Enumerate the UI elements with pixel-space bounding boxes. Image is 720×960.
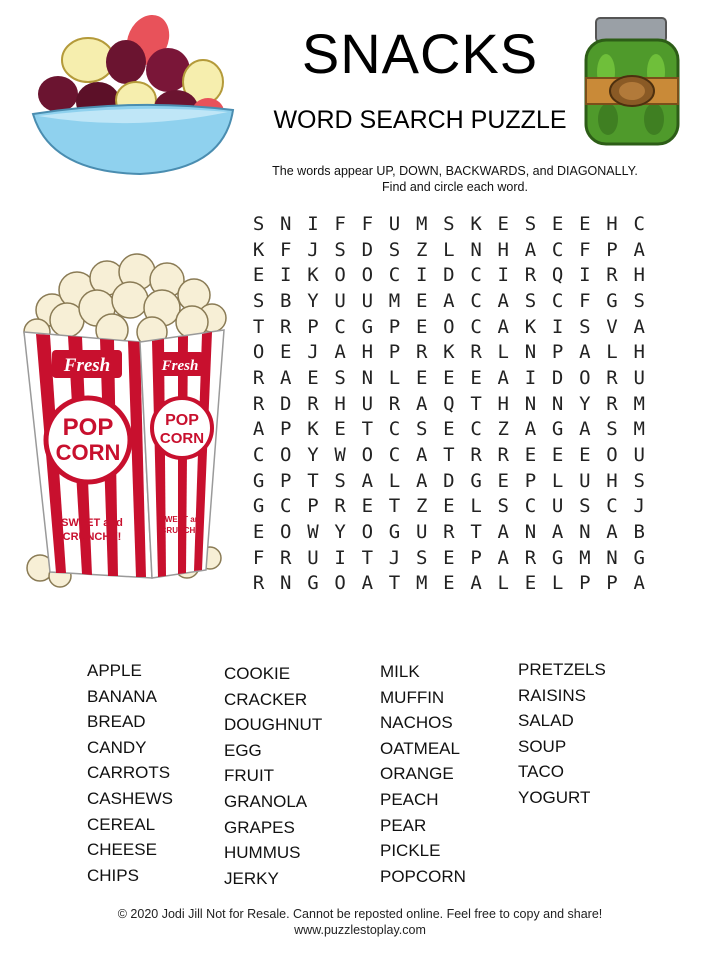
- grid-letter[interactable]: C: [334, 315, 346, 338]
- grid-letter[interactable]: Y: [307, 444, 319, 467]
- word-list-item: RAISINS: [518, 685, 587, 705]
- grid-letter[interactable]: G: [252, 495, 265, 518]
- grid-letter[interactable]: R: [606, 392, 618, 415]
- grid-letter[interactable]: E: [470, 366, 482, 389]
- grid-letter[interactable]: F: [361, 212, 374, 235]
- grid-letter[interactable]: M: [415, 572, 428, 595]
- grid-letter[interactable]: A: [497, 546, 509, 569]
- grid-letter[interactable]: N: [280, 212, 292, 235]
- grid-letter[interactable]: T: [470, 521, 482, 544]
- grid-letter[interactable]: W: [334, 444, 346, 467]
- instructions-line-1: The words appear UP, DOWN, BACKWARDS, and DIAGONALLY.: [272, 164, 638, 178]
- word-column-1: [87, 658, 173, 888]
- word-list-item: APPLE: [87, 661, 142, 680]
- grid-letter[interactable]: K: [524, 315, 537, 338]
- grid-letter[interactable]: F: [280, 238, 292, 261]
- grid-letter[interactable]: L: [388, 469, 401, 492]
- word-list-item: PEAR: [380, 815, 427, 835]
- grid-letter[interactable]: U: [307, 546, 319, 569]
- word-list-item: NACHOS: [380, 713, 453, 733]
- grid-letter[interactable]: Y: [307, 289, 319, 312]
- grid-letter[interactable]: A: [633, 238, 645, 261]
- grid-letter[interactable]: S: [334, 238, 346, 261]
- grid-letter[interactable]: R: [415, 341, 428, 364]
- grid-letter[interactable]: P: [307, 495, 319, 518]
- grid-letter[interactable]: H: [633, 341, 645, 364]
- grid-letter[interactable]: S: [334, 366, 346, 389]
- word-list-item: BREAD: [87, 712, 146, 732]
- grid-letter[interactable]: R: [280, 546, 292, 569]
- fresh-label-side: Fresh: [161, 358, 199, 374]
- grid-letter[interactable]: N: [524, 341, 537, 364]
- crunchy-label-side: CRUNCHY!: [160, 526, 204, 535]
- grid-letter[interactable]: A: [497, 315, 509, 338]
- grid-letter[interactable]: M: [415, 212, 428, 235]
- grid-letter[interactable]: K: [443, 341, 455, 364]
- grid-letter[interactable]: I: [307, 212, 319, 235]
- grid-letter[interactable]: I: [415, 264, 428, 287]
- letter-grid: [245, 211, 653, 596]
- word-list-item: EGG: [224, 740, 262, 760]
- grid-letter[interactable]: U: [633, 366, 645, 389]
- grid-letter[interactable]: U: [415, 521, 428, 544]
- grid-letter[interactable]: S: [524, 212, 537, 235]
- word-list-item: GRAPES: [224, 817, 295, 837]
- grid-letter[interactable]: U: [388, 212, 401, 235]
- grid-letter[interactable]: P: [524, 469, 537, 492]
- grid-letter[interactable]: E: [415, 289, 428, 312]
- grid-letter[interactable]: E: [443, 366, 455, 389]
- grid-letter[interactable]: Q: [443, 392, 455, 415]
- word-list-item: CEREAL: [87, 814, 156, 834]
- grid-letter[interactable]: E: [579, 444, 591, 467]
- grid-letter[interactable]: C: [388, 444, 401, 467]
- grid-letter[interactable]: U: [361, 289, 374, 312]
- grid-letter[interactable]: S: [524, 289, 537, 312]
- word-column-2: [224, 661, 322, 891]
- grid-letter[interactable]: A: [334, 341, 346, 364]
- grid-letter[interactable]: C: [470, 418, 482, 441]
- grid-letter[interactable]: A: [415, 469, 428, 492]
- grid-letter[interactable]: P: [388, 315, 401, 338]
- grid-letter[interactable]: Z: [497, 418, 509, 441]
- grid-letter[interactable]: R: [252, 572, 265, 595]
- grid-letter[interactable]: L: [497, 572, 509, 595]
- grid-letter[interactable]: K: [307, 418, 319, 441]
- instructions: [240, 163, 670, 195]
- popcorn-box-illustration: [12, 250, 237, 590]
- grid-letter[interactable]: E: [443, 495, 455, 518]
- grid-letter[interactable]: D: [443, 469, 455, 492]
- grid-letter[interactable]: G: [551, 418, 564, 441]
- grid-letter[interactable]: E: [252, 264, 265, 287]
- grid-letter[interactable]: K: [470, 212, 482, 235]
- grid-letter[interactable]: R: [388, 392, 401, 415]
- word-list-item: POPCORN: [380, 866, 466, 886]
- grid-letter[interactable]: T: [307, 469, 319, 492]
- grid-letter[interactable]: O: [361, 521, 374, 544]
- grid-letter[interactable]: U: [361, 392, 374, 415]
- grid-letter[interactable]: U: [633, 444, 645, 467]
- word-list-item: YOGURT: [518, 787, 591, 807]
- grid-letter[interactable]: H: [497, 392, 509, 415]
- grid-letter[interactable]: U: [551, 495, 564, 518]
- grid-letter[interactable]: A: [361, 469, 374, 492]
- word-list-item: CARROTS: [87, 763, 171, 783]
- grid-letter[interactable]: L: [551, 469, 564, 492]
- grid-letter[interactable]: R: [470, 341, 482, 364]
- copyright-notice: © 2020 Jodi Jill Not for Resale. Cannot be reposted online. Feel free to copy and share!: [117, 907, 603, 921]
- grid-letter[interactable]: E: [443, 418, 455, 441]
- grid-letter[interactable]: Y: [334, 521, 346, 544]
- grid-letter[interactable]: S: [388, 238, 401, 261]
- word-list-item: CANDY: [87, 737, 147, 757]
- grid-letter[interactable]: D: [361, 238, 374, 261]
- fruit-bowl-illustration: [28, 12, 238, 182]
- grid-letter[interactable]: P: [388, 341, 401, 364]
- grid-letter[interactable]: I: [524, 366, 537, 389]
- grid-letter[interactable]: O: [334, 264, 346, 287]
- grid-letter[interactable]: R: [252, 392, 265, 415]
- grid-letter[interactable]: A: [470, 572, 482, 595]
- word-list-item: PICKLE: [380, 841, 441, 861]
- grid-letter[interactable]: Y: [579, 392, 591, 415]
- word-list-item: CRACKER: [224, 689, 308, 709]
- grid-letter[interactable]: P: [280, 418, 292, 441]
- grid-letter[interactable]: S: [334, 469, 346, 492]
- grid-letter[interactable]: N: [579, 521, 591, 544]
- grid-letter[interactable]: R: [606, 264, 618, 287]
- word-list-item: ORANGE: [380, 764, 454, 784]
- grid-letter[interactable]: C: [470, 289, 482, 312]
- grid-letter[interactable]: N: [361, 366, 374, 389]
- grid-letter[interactable]: E: [280, 341, 292, 364]
- grid-letter[interactable]: A: [579, 341, 591, 364]
- word-list-item: COOKIE: [224, 664, 291, 683]
- grid-letter[interactable]: P: [606, 572, 618, 595]
- grid-letter[interactable]: C: [388, 418, 401, 441]
- grid-letter[interactable]: O: [280, 444, 292, 467]
- grid-letter[interactable]: E: [415, 366, 428, 389]
- grid-letter[interactable]: N: [470, 238, 482, 261]
- grid-letter[interactable]: C: [252, 444, 265, 467]
- pop-label: POP: [62, 414, 114, 441]
- grid-letter[interactable]: F: [579, 289, 591, 312]
- page-title: SNACKS: [301, 22, 539, 85]
- grid-letter[interactable]: Q: [551, 264, 564, 287]
- grid-letter[interactable]: R: [443, 521, 455, 544]
- word-column-3: [380, 659, 466, 889]
- grid-letter[interactable]: L: [443, 238, 455, 261]
- grid-letter[interactable]: E: [497, 469, 509, 492]
- word-list-item: SOUP: [518, 736, 567, 756]
- corn-label-side: CORN: [159, 430, 205, 447]
- word-list-item: SALAD: [518, 711, 574, 731]
- grid-letter[interactable]: U: [334, 289, 346, 312]
- grid-letter[interactable]: A: [606, 521, 618, 544]
- grid-letter[interactable]: N: [524, 392, 537, 415]
- grid-letter[interactable]: A: [361, 572, 374, 595]
- grid-letter[interactable]: F: [334, 212, 346, 235]
- grid-letter[interactable]: E: [551, 444, 564, 467]
- grid-letter[interactable]: T: [388, 572, 401, 595]
- grid-letter[interactable]: P: [579, 572, 591, 595]
- word-list-item: CHIPS: [87, 865, 139, 885]
- grid-letter[interactable]: V: [606, 315, 618, 338]
- grid-letter[interactable]: O: [579, 366, 591, 389]
- grid-letter[interactable]: E: [443, 546, 455, 569]
- grid-letter[interactable]: S: [252, 212, 265, 235]
- grid-letter[interactable]: A: [633, 572, 645, 595]
- word-list-item: BANANA: [87, 686, 157, 706]
- grid-letter[interactable]: O: [361, 264, 374, 287]
- grid-letter[interactable]: L: [388, 366, 401, 389]
- grid-letter[interactable]: K: [252, 238, 265, 261]
- word-list-item: DOUGHNUT: [224, 715, 323, 735]
- grid-letter[interactable]: G: [252, 469, 265, 492]
- grid-letter[interactable]: N: [606, 546, 618, 569]
- pop-label-side: POP: [165, 412, 199, 429]
- grid-letter[interactable]: S: [633, 289, 645, 312]
- grid-letter[interactable]: G: [606, 289, 618, 312]
- grid-letter[interactable]: D: [280, 392, 292, 415]
- grid-letter[interactable]: F: [252, 546, 265, 569]
- grid-letter[interactable]: G: [388, 521, 401, 544]
- grid-letter[interactable]: P: [470, 546, 482, 569]
- word-list-item: CHEESE: [87, 840, 157, 860]
- grid-letter[interactable]: E: [415, 315, 428, 338]
- grid-letter[interactable]: U: [579, 469, 591, 492]
- grid-letter[interactable]: E: [524, 572, 537, 595]
- grid-letter[interactable]: H: [606, 469, 618, 492]
- grid-letter[interactable]: C: [551, 238, 564, 261]
- grid-letter[interactable]: K: [307, 264, 319, 287]
- grid-letter[interactable]: R: [470, 444, 482, 467]
- grid-letter[interactable]: C: [551, 289, 564, 312]
- grid-letter[interactable]: R: [497, 444, 509, 467]
- word-list-item: HUMMUS: [224, 843, 301, 863]
- grid-letter[interactable]: E: [497, 212, 509, 235]
- word-list-item: PEACH: [380, 789, 439, 809]
- grid-letter[interactable]: E: [579, 212, 591, 235]
- grid-letter[interactable]: A: [579, 418, 591, 441]
- grid-letter[interactable]: L: [470, 495, 482, 518]
- grid-letter[interactable]: D: [443, 264, 455, 287]
- grid-letter[interactable]: A: [497, 289, 509, 312]
- grid-letter[interactable]: S: [579, 495, 591, 518]
- grid-letter[interactable]: B: [280, 289, 292, 312]
- word-list-item: MILK: [380, 662, 420, 681]
- grid-letter[interactable]: N: [551, 392, 564, 415]
- grid-letter[interactable]: D: [551, 366, 564, 389]
- grid-letter[interactable]: O: [361, 444, 374, 467]
- grid-letter[interactable]: I: [334, 546, 346, 569]
- grid-letter[interactable]: C: [524, 495, 537, 518]
- word-list-item: MUFFIN: [380, 687, 445, 707]
- grid-letter[interactable]: O: [443, 315, 455, 338]
- instructions-line-2: Find and circle each word.: [382, 180, 528, 194]
- grid-letter[interactable]: A: [252, 418, 265, 441]
- word-list-item: OATMEAL: [380, 738, 460, 758]
- grid-letter[interactable]: C: [633, 212, 645, 235]
- grid-letter[interactable]: S: [415, 418, 428, 441]
- grid-letter[interactable]: R: [307, 392, 319, 415]
- fresh-label: Fresh: [63, 355, 111, 376]
- grid-letter[interactable]: H: [633, 264, 645, 287]
- grid-letter[interactable]: M: [579, 546, 591, 569]
- grid-letter[interactable]: E: [524, 444, 537, 467]
- grid-letter[interactable]: N: [280, 572, 292, 595]
- grid-letter[interactable]: M: [633, 418, 645, 441]
- grid-letter[interactable]: C: [280, 495, 292, 518]
- grid-letter[interactable]: I: [497, 264, 509, 287]
- grid-letter[interactable]: L: [497, 341, 509, 364]
- sweet-label: SWEET and: [61, 517, 123, 529]
- word-list-item: TACO: [518, 762, 564, 782]
- grid-letter[interactable]: R: [524, 264, 537, 287]
- grid-letter[interactable]: M: [633, 392, 645, 415]
- grid-letter[interactable]: P: [606, 238, 618, 261]
- grid-letter[interactable]: H: [497, 238, 509, 261]
- grid-letter[interactable]: A: [524, 418, 537, 441]
- grid-letter[interactable]: S: [579, 315, 591, 338]
- grid-letter[interactable]: S: [252, 289, 265, 312]
- word-list-item: PRETZELS: [518, 660, 606, 679]
- grid-letter[interactable]: E: [443, 572, 455, 595]
- word-column-4: [518, 657, 606, 811]
- grid-letter[interactable]: T: [443, 444, 455, 467]
- grid-letter[interactable]: R: [280, 315, 292, 338]
- grid-letter[interactable]: M: [388, 289, 401, 312]
- grid-letter[interactable]: O: [606, 444, 618, 467]
- grid-letter[interactable]: C: [388, 264, 401, 287]
- grid-letter[interactable]: I: [579, 264, 591, 287]
- grid-letter[interactable]: Z: [415, 238, 428, 261]
- grid-letter[interactable]: N: [524, 521, 537, 544]
- crunchy-label: CRUNCHY!: [62, 531, 122, 543]
- grid-letter[interactable]: O: [252, 341, 265, 364]
- word-list-item: CASHEWS: [87, 788, 173, 808]
- grid-letter[interactable]: L: [606, 341, 618, 364]
- grid-letter[interactable]: T: [470, 392, 482, 415]
- grid-letter[interactable]: T: [361, 418, 374, 441]
- grid-letter[interactable]: C: [470, 315, 482, 338]
- grid-letter[interactable]: E: [252, 521, 265, 544]
- grid-letter[interactable]: R: [606, 366, 618, 389]
- grid-letter[interactable]: P: [307, 315, 319, 338]
- grid-letter[interactable]: A: [497, 366, 509, 389]
- grid-letter[interactable]: A: [443, 289, 455, 312]
- grid-letter[interactable]: H: [361, 341, 374, 364]
- sweet-label-side: SWEET and: [159, 515, 205, 524]
- footer: [0, 906, 720, 938]
- grid-letter[interactable]: L: [551, 572, 564, 595]
- grid-letter[interactable]: A: [524, 238, 537, 261]
- word-list-item: JERKY: [224, 868, 279, 888]
- corn-label: CORN: [55, 440, 121, 465]
- grid-letter[interactable]: B: [633, 521, 645, 544]
- grid-letter[interactable]: S: [497, 495, 509, 518]
- grid-letter[interactable]: S: [633, 469, 645, 492]
- grid-letter[interactable]: I: [280, 264, 292, 287]
- grid-letter[interactable]: F: [579, 238, 591, 261]
- grid-letter[interactable]: A: [415, 392, 428, 415]
- grid-letter[interactable]: E: [551, 212, 564, 235]
- grid-letter[interactable]: R: [334, 495, 346, 518]
- grid-letter[interactable]: A: [280, 366, 292, 389]
- grid-letter[interactable]: J: [307, 341, 319, 364]
- grid-letter[interactable]: E: [307, 366, 319, 389]
- grid-letter[interactable]: O: [334, 572, 346, 595]
- grid-letter[interactable]: G: [633, 546, 645, 569]
- grid-letter[interactable]: H: [606, 212, 618, 235]
- grid-letter[interactable]: G: [470, 469, 482, 492]
- grid-letter[interactable]: S: [606, 418, 618, 441]
- grid-letter[interactable]: J: [307, 238, 319, 261]
- word-list: [0, 658, 720, 898]
- grid-letter[interactable]: J: [633, 495, 645, 518]
- grid-letter[interactable]: G: [551, 546, 564, 569]
- grid-letter[interactable]: Z: [415, 495, 428, 518]
- grid-letter[interactable]: E: [361, 495, 374, 518]
- grid-letter[interactable]: A: [551, 521, 564, 544]
- grid-letter[interactable]: C: [470, 264, 482, 287]
- grid-letter[interactable]: R: [524, 546, 537, 569]
- website-link: www.puzzlestoplay.com: [294, 923, 426, 937]
- grid-letter[interactable]: T: [361, 546, 374, 569]
- grid-letter[interactable]: W: [307, 521, 319, 544]
- grid-letter[interactable]: A: [415, 444, 428, 467]
- grid-letter[interactable]: R: [252, 366, 265, 389]
- word-list-item: GRANOLA: [224, 791, 308, 811]
- grid-letter[interactable]: P: [280, 469, 292, 492]
- grid-letter[interactable]: E: [334, 418, 346, 441]
- grid-letter[interactable]: A: [633, 315, 645, 338]
- grid-letter[interactable]: J: [388, 546, 401, 569]
- grid-letter[interactable]: H: [334, 392, 346, 415]
- grid-letter[interactable]: A: [497, 521, 509, 544]
- grid-letter[interactable]: P: [551, 341, 564, 364]
- grid-letter[interactable]: T: [252, 315, 265, 338]
- page-subtitle: WORD SEARCH PUZZLE: [273, 106, 567, 134]
- grid-letter[interactable]: G: [307, 572, 319, 595]
- grid-letter[interactable]: G: [361, 315, 374, 338]
- grid-letter[interactable]: S: [443, 212, 455, 235]
- grid-letter[interactable]: S: [415, 546, 428, 569]
- grid-letter[interactable]: C: [606, 495, 618, 518]
- grid-letter[interactable]: O: [280, 521, 292, 544]
- grid-letter[interactable]: I: [551, 315, 564, 338]
- grid-letter[interactable]: T: [388, 495, 401, 518]
- word-list-item: FRUIT: [224, 766, 275, 786]
